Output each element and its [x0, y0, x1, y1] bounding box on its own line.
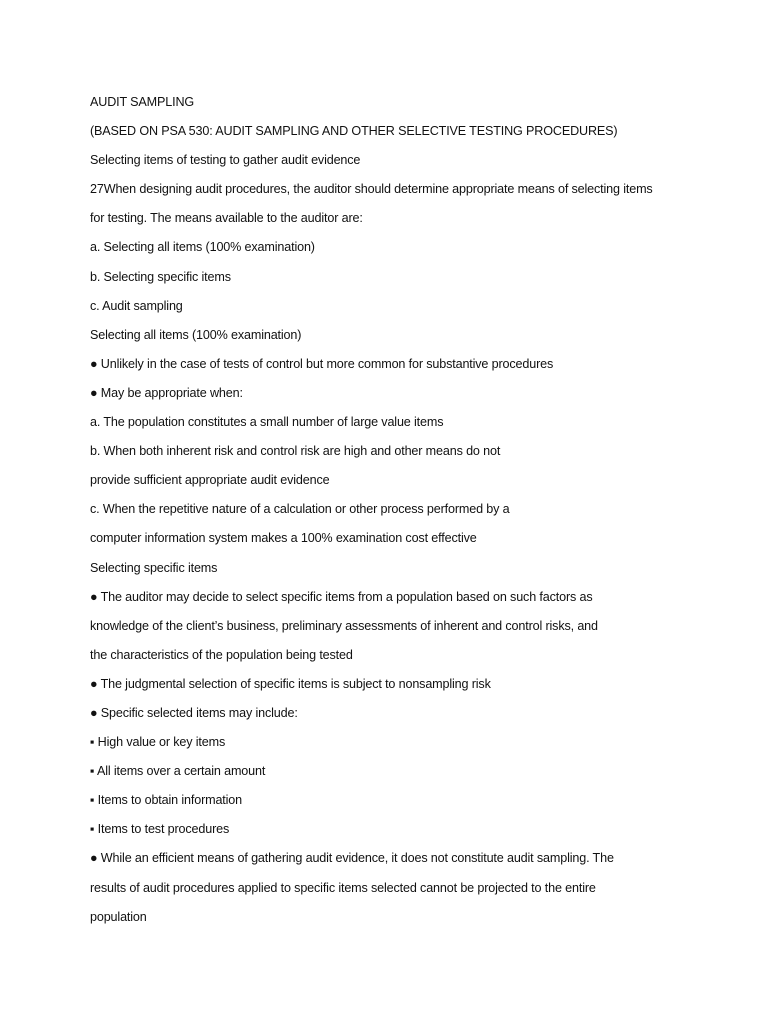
section-heading: Selecting items of testing to gather audit evidence — [90, 153, 361, 168]
list-item: c. Audit sampling — [90, 298, 183, 313]
list-item: a. The population constitutes a small number of large value items — [90, 415, 444, 430]
list-item: a. Selecting all items (100% examination) — [90, 240, 315, 255]
bullet-item: ● Unlikely in the case of tests of control but more common for substantive procedures — [90, 356, 554, 371]
bullet-item: ● The auditor may decide to select specific items from a population based on such factors as — [90, 589, 593, 604]
bullet-item: ● May be appropriate when: — [90, 385, 243, 400]
paragraph-line: knowledge of the client’s business, preliminary assessments of inherent and control risks, and — [90, 618, 598, 633]
document-title: AUDIT SAMPLING — [90, 95, 195, 109]
list-item: b. Selecting specific items — [90, 269, 231, 284]
sub-bullet-item: ▪ High value or key items — [90, 735, 226, 750]
paragraph-line: for testing. The means available to the auditor are: — [90, 211, 363, 226]
sub-bullet-item: ▪ Items to test procedures — [90, 822, 230, 837]
sub-bullet-item: ▪ Items to obtain information — [90, 793, 243, 808]
bullet-item: ● While an efficient means of gathering audit evidence, it does not constitute audit sampling. The — [90, 851, 614, 866]
paragraph-line: provide sufficient appropriate audit evidence — [90, 473, 330, 488]
paragraph-line: computer information system makes a 100% examination cost effective — [90, 531, 477, 546]
sub-bullet-item: ▪ All items over a certain amount — [90, 764, 266, 779]
section-heading: Selecting specific items — [90, 560, 218, 575]
bullet-item: ● The judgmental selection of specific items is subject to nonsampling risk — [90, 676, 491, 691]
document-body — [90, 92, 740, 936]
document-subtitle: (BASED ON PSA 530: AUDIT SAMPLING AND OTHER SELECTIVE TESTING PROCEDURES) — [90, 124, 618, 139]
paragraph-line: results of audit procedures applied to specific items selected cannot be projected to the entire — [90, 880, 596, 895]
bullet-item: ● Specific selected items may include: — [90, 705, 298, 720]
section-heading: Selecting all items (100% examination) — [90, 327, 302, 342]
paragraph-line: 27When designing audit procedures, the auditor should determine appropriate means of selecting items — [90, 182, 653, 197]
list-item: c. When the repetitive nature of a calculation or other process performed by a — [90, 502, 510, 517]
paragraph-line: the characteristics of the population being tested — [90, 647, 353, 662]
list-item: b. When both inherent risk and control risk are high and other means do not — [90, 444, 501, 459]
paragraph-line: population — [90, 909, 147, 924]
